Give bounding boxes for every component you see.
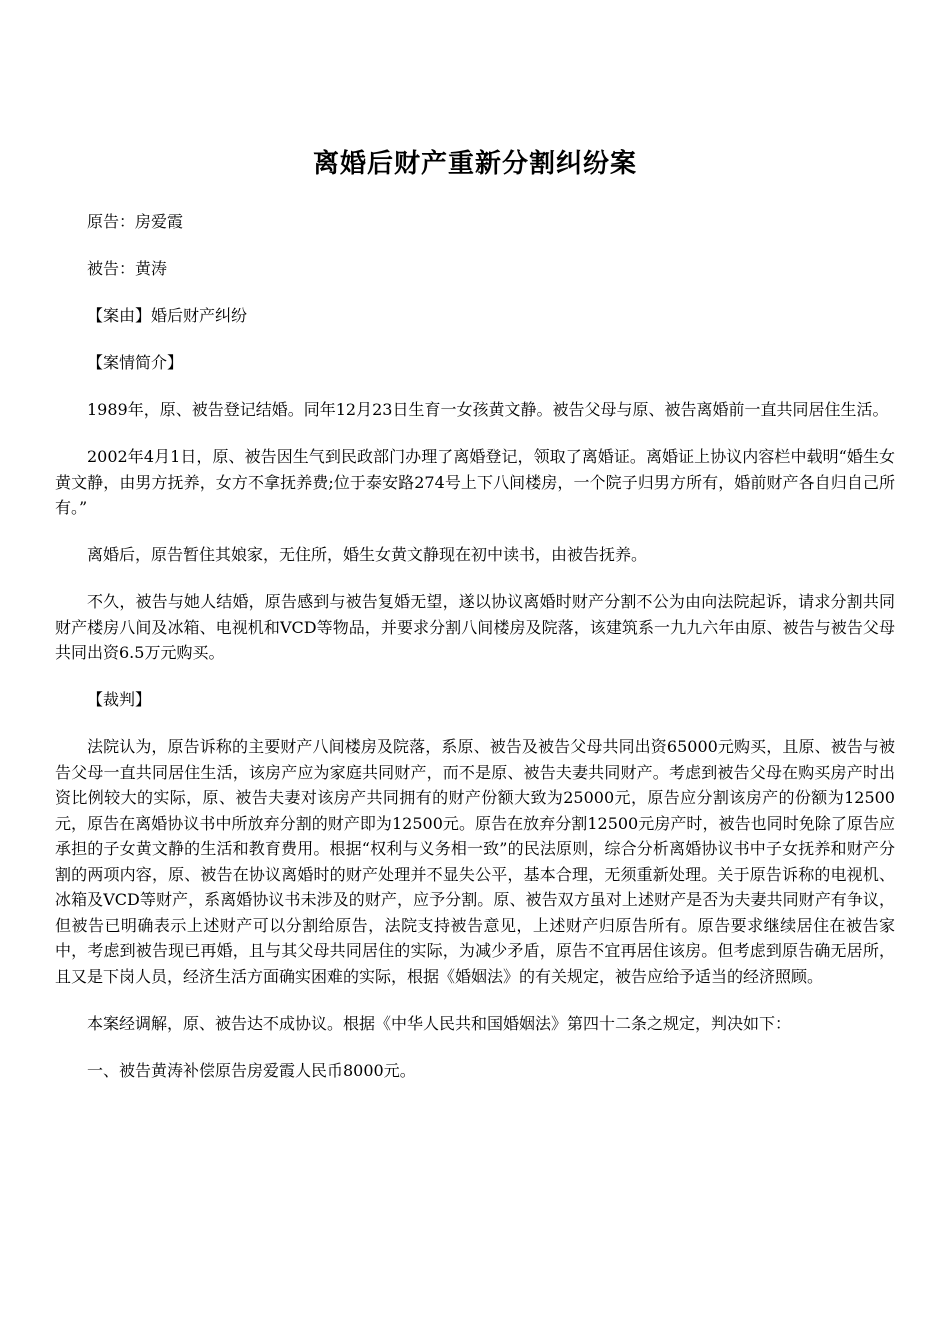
defendant-line: 被告：黄涛 [87, 259, 168, 278]
case-summary-paragraph: 2002年4月1日，原、被告因生气到民政部门办理了离婚登记，领取了离婚证。离婚证上协议内容栏中载明“婚生女黄文静，由男方抚养，女方不拿抚养费;位于泰安路274号上下八间楼房，一个院子归男方所有，婚前财产各自归自己所有。” [55, 447, 895, 517]
case-cause-line: 【案由】婚后财产纠纷 [87, 306, 248, 325]
page-title: 离婚后财产重新分割纠纷案 [312, 149, 637, 179]
document-body [55, 209, 895, 1105]
case-summary-paragraph: 离婚后，原告暂住其娘家，无住所，婚生女黄文静现在初中读书，由被告抚养。 [87, 545, 648, 564]
case-summary-paragraph: 不久，被告与她人结婚，原告感到与被告复婚无望，遂以协议离婚时财产分割不公为由向法院起诉，请求分割共同财产楼房八间及冰箱、电视机和VCD等物品，并要求分割八间楼房及院落，该建筑系一九九六年由原、被告与被告父母共同出资6.5万元购买。 [55, 592, 895, 662]
ruling-item: 一、被告黄涛补偿原告房爱霞人民币8000元。 [87, 1060, 416, 1080]
case-summary-paragraph: 1989年，原、被告登记结婚。同年12月23日生育一女孩黄文静。被告父母与原、被告离婚前一直共同居住生活。 [87, 400, 889, 419]
judgment-paragraph: 本案经调解，原、被告达不成协议。根据《中华人民共和国婚姻法》第四十二条之规定，判决如下： [87, 1013, 792, 1033]
plaintiff-line: 原告：房爱霞 [87, 212, 184, 231]
judgment-paragraph: 法院认为，原告诉称的主要财产八间楼房及院落，系原、被告及被告父母共同出资65000元购买，且原、被告与被告父母一直共同居住生活，该房产应为家庭共同财产，而不是原、被告夫妻共同财产。考虑到被告父母在购买房产时出资比例较大的实际，原、被告夫妻对该房产共同拥有的财产份额大致为25000元，原告应分割该房产的份额为12500元，原告在离婚协议书中所放弃分割的财产即为12500元。原告在放弃分割12500元房产时，被告也同时免除了原告应承担的子女黄文静的生活和教育费用。根据“权利与义务相一致”的民法原则，综合分析离婚协议书中子女抚养和财产分割的两项内容，原、被告在协议离婚时的财产处理并不显失公平，基本合理，无须重新处理。关于原告诉称的电视机、冰箱及VCD等财产，系离婚协议书未涉及的财产，应予分割。原、被告双方虽对上述财产是否为夫妻共同财产有争议，但被告已明确表示上述财产可以分割给原告，法院支持被告意见，上述财产归原告所有。原告要求继续居住在被告家中，考虑到被告现已再婚，且与其父母共同居住的实际，为减少矛盾，原告不宜再居住该房。但考虑到原告确无居所，且又是下岗人员，经济生活方面确实困难的实际，根据《婚姻法》的有关规定，被告应给予适当的经济照顾。 [55, 737, 895, 986]
judgment-heading: 【裁判】 [87, 690, 152, 709]
case-summary-heading: 【案情简介】 [87, 353, 184, 372]
